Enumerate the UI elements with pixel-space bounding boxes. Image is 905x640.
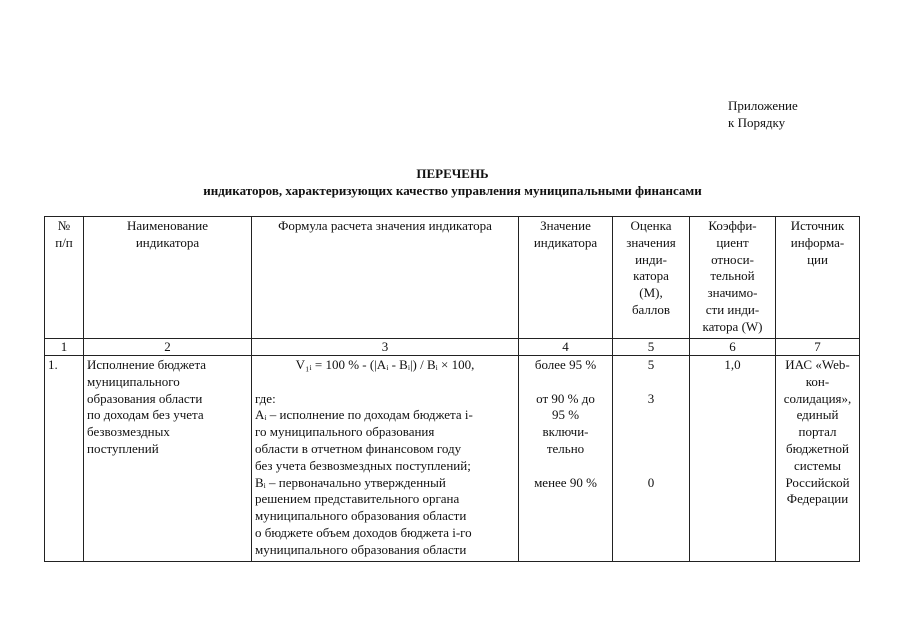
formula: V₁ᵢ = 100 % - (|Aᵢ - Bᵢ|) / Bᵢ × 100, — [295, 357, 475, 372]
header-score: Оценка значения инди- катора (М), баллов — [613, 217, 690, 339]
table-row — [45, 356, 860, 562]
column-number: 7 — [776, 339, 860, 356]
header-source: Источник информа- ции — [776, 217, 860, 339]
header-coefficient: Коэффи- циент относи- тельной значимо- сти инди- катора (W) — [690, 217, 776, 339]
column-number: 4 — [519, 339, 613, 356]
appendix-note — [728, 97, 798, 131]
appendix-line-1: Приложение — [728, 98, 798, 113]
coefficient: 1,0 — [690, 356, 776, 562]
formula-cell — [252, 356, 519, 562]
document-title: ПЕРЕЧЕНЬ — [416, 166, 489, 181]
header-value: Значение индикатора — [519, 217, 613, 339]
column-number: 1 — [45, 339, 84, 356]
spacer — [255, 374, 515, 391]
row-number: 1. — [45, 356, 84, 562]
header-row — [45, 217, 860, 339]
column-number: 3 — [252, 339, 519, 356]
indicators-table — [44, 216, 860, 562]
where-label: где: — [255, 390, 276, 406]
appendix-line-2: к Порядку — [728, 115, 786, 130]
header-formula: Формула расчета значения индикатора — [252, 217, 519, 339]
header-number: № п/п — [45, 217, 84, 339]
b-definition: Bᵢ – первоначально утвержденный решением представительного органа муниципального образования области о бюджете объем доходов бюджета i-го муниципального образования области — [255, 474, 472, 557]
column-number: 5 — [613, 339, 690, 356]
header-indicator-name: Наименование индикатора — [84, 217, 252, 339]
column-number: 2 — [84, 339, 252, 356]
indicator-name: Исполнение бюджета муниципального образования области по доходам без учета безвозмездных поступлений — [84, 356, 252, 562]
data-source: ИАС «Web- кон- солидация», единый портал бюджетной системы Российской Федерации — [776, 356, 860, 562]
column-number-row — [45, 339, 860, 356]
a-definition: Aᵢ – исполнение по доходам бюджета i- го муниципального образования области в отчетном финансовом году без учета безвозмездных поступлений; — [255, 407, 473, 473]
document-subtitle: индикаторов, характеризующих качество управления муниципальными финансами — [203, 183, 702, 198]
indicator-score: 5 3 0 — [613, 356, 690, 562]
indicator-value: более 95 % от 90 % до 95 % включи- тельно менее 90 % — [519, 356, 613, 562]
column-number: 6 — [690, 339, 776, 356]
